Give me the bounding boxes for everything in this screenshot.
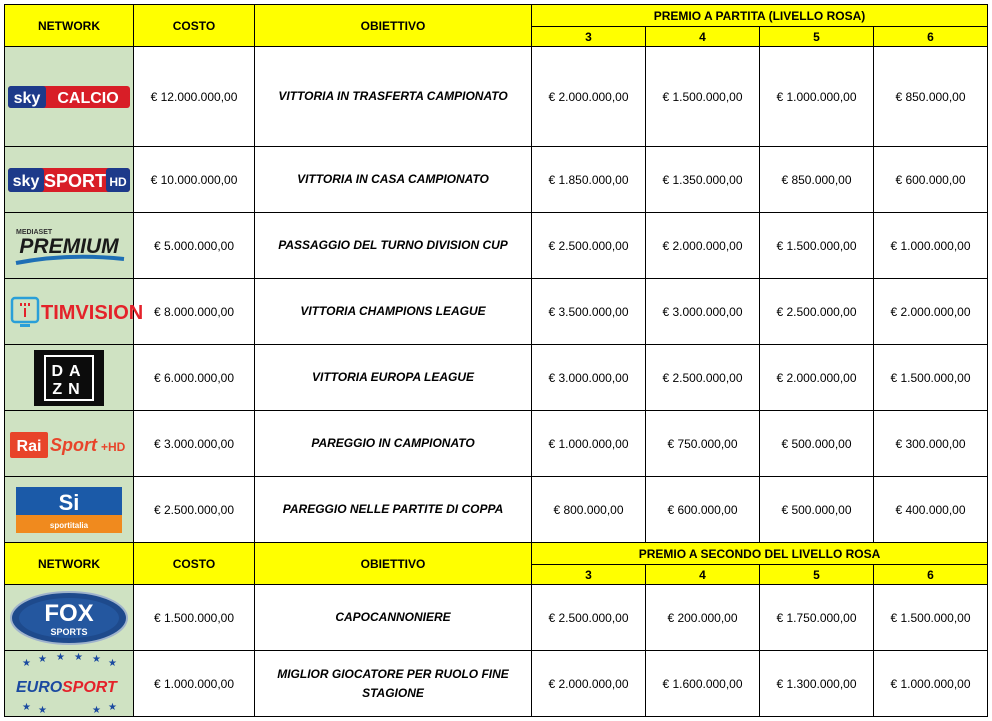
svg-text:EURO: EURO (16, 678, 63, 696)
costo-cell: € 1.500.000,00 (134, 585, 255, 651)
timvision-logo (5, 292, 144, 332)
premio-cell: € 850.000,00 (874, 47, 988, 147)
sky-sport-hd-logo (5, 165, 133, 195)
premio-cell: € 1.000.000,00 (874, 651, 988, 717)
premio-cell: € 1.000.000,00 (532, 411, 646, 477)
network-cell (5, 213, 134, 279)
premio-cell: € 300.000,00 (874, 411, 988, 477)
prize-table (4, 4, 988, 717)
obiettivo-cell: VITTORIA EUROPA LEAGUE (255, 345, 532, 411)
table-row (5, 213, 988, 279)
premio-cell: € 2.500.000,00 (532, 585, 646, 651)
obiettivo-cell: VITTORIA IN TRASFERTA CAMPIONATO (255, 47, 532, 147)
obiettivo-cell: MIGLIOR GIOCATORE PER RUOLO FINE STAGIONE (255, 651, 532, 717)
header-level-5: 5 (760, 27, 874, 47)
svg-text:★: ★ (108, 701, 117, 713)
premio-cell: € 1.500.000,00 (760, 213, 874, 279)
table-row (5, 651, 988, 717)
network-cell (5, 477, 134, 543)
premio-cell: € 2.000.000,00 (760, 345, 874, 411)
premio-cell: € 800.000,00 (532, 477, 646, 543)
table-row (5, 585, 988, 651)
svg-text:SPORTS: SPORTS (50, 626, 88, 637)
premio-cell: € 2.000.000,00 (646, 213, 760, 279)
premio-cell: € 1.350.000,00 (646, 147, 760, 213)
svg-text:ZN: ZN (52, 380, 86, 398)
table-row (5, 279, 988, 345)
svg-text:Sport: Sport (50, 434, 97, 455)
header-obiettivo: OBIETTIVO (255, 5, 532, 47)
rai-sport-hd-logo (5, 424, 133, 464)
table-row (5, 477, 988, 543)
premio-cell: € 1.600.000,00 (646, 651, 760, 717)
costo-cell: € 1.000.000,00 (134, 651, 255, 717)
network-cell (5, 47, 134, 147)
premio-cell: € 1.500.000,00 (646, 47, 760, 147)
header-level-5: 5 (760, 565, 874, 585)
premio-cell: € 200.000,00 (646, 585, 760, 651)
premio-cell: € 600.000,00 (874, 147, 988, 213)
svg-text:★: ★ (22, 701, 31, 713)
header-level-3: 3 (532, 27, 646, 47)
obiettivo-cell: VITTORIA IN CASA CAMPIONATO (255, 147, 532, 213)
svg-text:TIMVISION: TIMVISION (41, 301, 144, 324)
premio-cell: € 2.000.000,00 (874, 279, 988, 345)
premio-cell: € 500.000,00 (760, 477, 874, 543)
eurosport-logo (5, 651, 133, 716)
costo-cell: € 5.000.000,00 (134, 213, 255, 279)
header-level-3: 3 (532, 565, 646, 585)
premio-cell: € 3.000.000,00 (532, 345, 646, 411)
premio-cell: € 500.000,00 (760, 411, 874, 477)
svg-text:Si: Si (58, 489, 80, 515)
svg-text:sky: sky (13, 89, 41, 107)
premio-cell: € 600.000,00 (646, 477, 760, 543)
premio-cell: € 2.500.000,00 (760, 279, 874, 345)
premio-cell: € 3.500.000,00 (532, 279, 646, 345)
network-cell (5, 345, 134, 411)
dazn-logo (5, 350, 133, 406)
table-row (5, 345, 988, 411)
costo-cell: € 8.000.000,00 (134, 279, 255, 345)
premio-cell: € 1.750.000,00 (760, 585, 874, 651)
costo-cell: € 6.000.000,00 (134, 345, 255, 411)
svg-text:SPORT: SPORT (43, 170, 107, 191)
premio-cell: € 1.000.000,00 (874, 213, 988, 279)
obiettivo-cell: PAREGGIO IN CAMPIONATO (255, 411, 532, 477)
network-cell (5, 651, 134, 717)
sportitalia-logo (5, 485, 133, 535)
header-premio: PREMIO A PARTITA (LIVELLO ROSA) (532, 5, 988, 27)
svg-text:★: ★ (38, 653, 47, 665)
costo-cell: € 12.000.000,00 (134, 47, 255, 147)
header-level-4: 4 (646, 27, 760, 47)
premio-cell: € 1.500.000,00 (874, 345, 988, 411)
svg-text:★: ★ (22, 657, 31, 669)
premio-cell: € 850.000,00 (760, 147, 874, 213)
network-cell (5, 279, 144, 345)
svg-text:★: ★ (56, 651, 65, 663)
mediaset-premium-logo (5, 223, 133, 269)
svg-text:★: ★ (108, 657, 117, 669)
obiettivo-cell: VITTORIA CHAMPIONS LEAGUE (255, 279, 532, 345)
network-cell (5, 585, 134, 651)
premio-cell: € 1.300.000,00 (760, 651, 874, 717)
table-row (5, 147, 988, 213)
svg-text:CALCIO: CALCIO (57, 89, 119, 107)
premio-cell: € 1.500.000,00 (874, 585, 988, 651)
svg-text:sportitalia: sportitalia (49, 520, 89, 530)
svg-text:+HD: +HD (101, 439, 126, 454)
network-cell (5, 411, 134, 477)
svg-text:FOX: FOX (44, 599, 94, 627)
premio-cell: € 1.000.000,00 (760, 47, 874, 147)
premio-cell: € 750.000,00 (646, 411, 760, 477)
costo-cell: € 2.500.000,00 (134, 477, 255, 543)
sky-calcio-logo (5, 82, 133, 112)
svg-text:★: ★ (92, 704, 101, 716)
svg-text:MEDIASET: MEDIASET (16, 228, 53, 236)
svg-text:sky: sky (12, 172, 40, 190)
network-cell (5, 147, 134, 213)
premio-cell: € 2.000.000,00 (532, 651, 646, 717)
header-network: NETWORK (5, 543, 134, 585)
table-row (5, 411, 988, 477)
svg-text:★: ★ (38, 704, 47, 716)
svg-text:PREMIUM: PREMIUM (19, 234, 119, 258)
header-costo: COSTO (134, 5, 255, 47)
obiettivo-cell: PAREGGIO NELLE PARTITE DI COPPA (255, 477, 532, 543)
header-obiettivo: OBIETTIVO (255, 543, 532, 585)
obiettivo-cell: CAPOCANNONIERE (255, 585, 532, 651)
svg-text:★: ★ (74, 651, 83, 663)
costo-cell: € 10.000.000,00 (134, 147, 255, 213)
svg-text:Rai: Rai (16, 437, 42, 455)
header-level-6: 6 (874, 27, 988, 47)
obiettivo-cell: PASSAGGIO DEL TURNO DIVISION CUP (255, 213, 532, 279)
svg-text:HD: HD (109, 174, 127, 189)
header-costo: COSTO (134, 543, 255, 585)
header-premio: PREMIO A SECONDO DEL LIVELLO ROSA (532, 543, 988, 565)
svg-text:SPORT: SPORT (62, 678, 117, 696)
table-row (5, 47, 988, 147)
svg-text:★: ★ (92, 653, 101, 665)
fox-sports-logo (5, 590, 133, 646)
header-level-4: 4 (646, 565, 760, 585)
svg-text:DA: DA (51, 362, 87, 380)
premio-cell: € 3.000.000,00 (646, 279, 760, 345)
premio-cell: € 1.850.000,00 (532, 147, 646, 213)
premio-cell: € 2.000.000,00 (532, 47, 646, 147)
premio-cell: € 400.000,00 (874, 477, 988, 543)
header-network: NETWORK (5, 5, 134, 47)
premio-cell: € 2.500.000,00 (646, 345, 760, 411)
header-level-6: 6 (874, 565, 988, 585)
premio-cell: € 2.500.000,00 (532, 213, 646, 279)
costo-cell: € 3.000.000,00 (134, 411, 255, 477)
